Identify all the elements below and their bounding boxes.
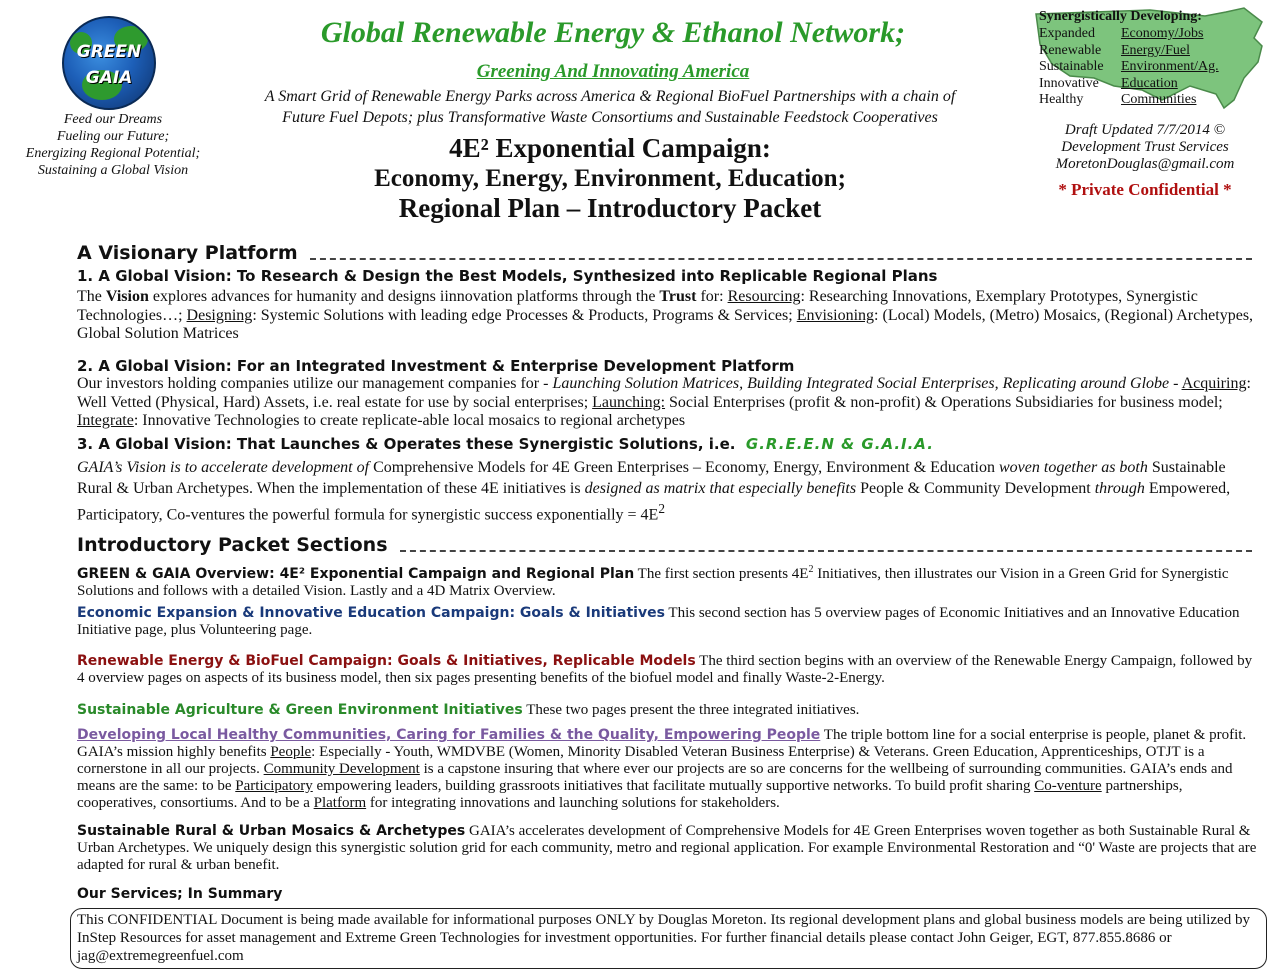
text: Launching:: [592, 393, 666, 411]
packet-section-services: [77, 886, 1262, 903]
synergy-adjective: Innovative: [1039, 75, 1099, 91]
motto-line: Sustaining a Global Vision: [37, 163, 189, 178]
synergy-row: [1039, 43, 1219, 60]
draft-info: [1030, 122, 1260, 173]
text: These two pages present the three integrated initiatives.: [522, 702, 860, 718]
text: : Well Vetted (Physical, Hard) Assets, i.e. real estate for use by social enterprises;: [77, 375, 1251, 411]
text: : Innovative Technologies to create replicate-able local mosaics to regional archetypes: [133, 412, 686, 430]
text: empowering leaders, building grassroots initiatives that facilitate mutually supportive networks. To build profit sharing: [312, 778, 1035, 794]
text: through: [1094, 479, 1145, 497]
synergy-focus: Communities: [1121, 92, 1197, 108]
text: Social Enterprises (profit & non-profit) & Operations Subsidiaries for business model;: [665, 393, 1223, 411]
text: The first section presents 4E: [634, 566, 809, 582]
section-title: Sustainable Rural & Urban Mosaics & Archetypes: [77, 823, 466, 839]
text: Vision: [105, 288, 149, 305]
text: 3. A Global Vision: That Launches & Operates these Synergistic Solutions, i.e.: [77, 435, 736, 453]
superscript: 2: [808, 564, 814, 575]
dashed-rule: [310, 258, 1252, 260]
text: : Systemic Solutions with leading edge Processes & Products, Programs & Services;: [252, 306, 797, 324]
confidential-label: * Private Confidential *: [1058, 180, 1232, 199]
superscript: 2: [658, 501, 665, 516]
packet-section-mosaics: [77, 823, 1262, 874]
motto-line: Feed our Dreams: [63, 112, 163, 127]
text: Acquiring: [1181, 375, 1247, 392]
packet-section-renewable: [77, 653, 1262, 687]
text: This second section has 5 overview pages of Economic Initiatives and an Innovative Education Initiative page, plus Volunteering page.: [77, 605, 1240, 638]
vision-item3-text: [77, 458, 1257, 526]
text: for integrating innovations and launching solutions for stakeholders.: [366, 795, 780, 811]
section-title: Renewable Energy & BioFuel Campaign: Goals & Initiatives, Replicable Models: [77, 653, 696, 669]
text: Resourcing: [727, 288, 801, 305]
text: for:: [696, 288, 728, 305]
vision-item1-text: [77, 288, 1257, 344]
text: : (Local) Models, (Metro) Mosaics, (Regional) Archetypes, Global Solution Matrices: [77, 306, 1254, 343]
text: The: [77, 288, 106, 305]
text: The triple bottom line for a social enterprise is people, planet & profit. GAIA’s mission highly benefits: [77, 727, 1247, 760]
vision-item2-heading: 2. A Global Vision: For an Integrated Investment & Enterprise Development Platform: [77, 357, 795, 375]
section-title: Economic Expansion & Innovative Education Campaign: Goals & Initiatives: [77, 605, 665, 621]
text: designed as matrix that especially benefits: [584, 479, 857, 497]
synergy-adjective: Sustainable: [1039, 59, 1104, 75]
synergy-adjective: Renewable: [1039, 42, 1102, 58]
vision-item3-heading: [77, 435, 934, 453]
section-heading-packet: [77, 534, 1252, 556]
synergy-focus: Environment/Ag.: [1121, 59, 1219, 75]
campaign-title-line2: Economy, Energy, Environment, Education;: [374, 165, 846, 192]
text: : Especially - Youth, WMDVBE (Women, Minority Disabled Veteran Business Enterprise) & Veterans. Green Education, Apprenticeships, OTJT is a cornerstone in all our projects.: [77, 744, 1205, 777]
text: Comprehensive Models for 4E Green Enterprises – Economy, Energy, Environment & Education: [369, 459, 999, 476]
contact-email: MoretonDouglas@gmail.com: [1055, 156, 1235, 172]
packet-section-overview: [77, 561, 1262, 600]
text: GAIA’s Vision is to accelerate development of: [77, 459, 370, 476]
text: Trust: [659, 288, 697, 305]
text: Sustainable Rural & Urban Archetypes. When the implementation of these 4E initiatives is: [77, 459, 1226, 497]
motto-line: Fueling our Future;: [56, 129, 170, 144]
page-subtitle: Greening And Innovating America: [476, 61, 750, 82]
draft-date: Draft Updated 7/7/2014 ©: [1064, 122, 1226, 138]
section-title: Our Services; In Summary: [77, 886, 283, 902]
draft-org: Development Trust Services: [1061, 139, 1229, 155]
text: Co-venture: [1034, 778, 1102, 794]
campaign-title-line1: 4E² Exponential Campaign:: [449, 133, 771, 163]
text: woven together as both: [999, 459, 1148, 476]
synergy-focus: Education: [1121, 75, 1178, 91]
synergy-table: [1039, 26, 1219, 109]
text: People: [270, 744, 312, 760]
text: Integrate: [77, 412, 134, 430]
section-title: GREEN & GAIA Overview: 4E² Exponential Campaign and Regional Plan: [77, 566, 635, 582]
green-gaia-logo: [62, 16, 156, 110]
text: Platform: [313, 795, 367, 811]
text: Participatory: [235, 778, 313, 794]
synergy-row: [1039, 26, 1219, 43]
green-gaia-acronym: G.R.E.E.N & G.A.I.A.: [745, 435, 934, 453]
tagline-line2: Future Fuel Depots; plus Transformative Waste Consortiums and Sustainable Feedstock Cooperatives: [282, 109, 938, 126]
synergy-heading: Synergistically Developing:: [1039, 9, 1202, 24]
text: Our investors holding companies utilize our management companies for -: [77, 375, 553, 392]
vision-item2-text: [77, 375, 1257, 431]
tagline-line1: A Smart Grid of Renewable Energy Parks across America & Regional BioFuel Partnerships with a chain of: [264, 88, 956, 105]
campaign-title-line3: Regional Plan – Introductory Packet: [398, 193, 822, 223]
text: Designing: [186, 306, 253, 324]
section-title: Sustainable Agriculture & Green Environment Initiatives: [77, 702, 523, 718]
text: GAIA’s accelerates development of Comprehensive Models for 4E Green Enterprises woven together as both Sustainable Rural & Urban Archetypes. We uniquely design this synergistic solution grid for each community, metro and regional application. For example Environmental Restoration and “0' Waste are projects that are adapted for rural & urban benefit.: [77, 823, 1257, 873]
motto-line: Energizing Regional Potential;: [25, 146, 201, 161]
dashed-rule: [400, 550, 1252, 552]
synergy-adjective: Expanded: [1039, 26, 1095, 41]
text: is a capstone insuring that where ever our projects are so are concerns for the wellbeing of surrounding communities. GAIA’s ends and means are the same: to be: [77, 761, 1233, 794]
section-title: Developing Local Healthy Communities, Caring for Families & the Quality, Empowering People: [77, 727, 821, 743]
synergy-focus: Economy/Jobs: [1121, 26, 1204, 41]
logo-text-green: GREEN: [76, 42, 142, 62]
text: Launching Solution Matrices, Building Integrated Social Enterprises, Replicating around Globe: [552, 375, 1170, 392]
logo-text-gaia: GAIA: [85, 68, 133, 88]
page-title: Global Renewable Energy & Ethanol Network;: [320, 16, 906, 49]
section-heading-text: Introductory Packet Sections: [77, 534, 388, 556]
synergy-focus: Energy/Fuel: [1121, 42, 1190, 58]
text: partnerships, cooperatives, consortiums. And to be a: [77, 778, 1183, 811]
section-heading-text: A Visionary Platform: [77, 242, 298, 264]
synergy-row: [1039, 76, 1219, 93]
synergy-row: [1039, 59, 1219, 76]
synergy-adjective: Healthy: [1039, 92, 1084, 108]
text: Empowered, Participatory, Co-ventures the powerful formula for synergistic success exponentially = 4E: [77, 479, 1231, 524]
packet-section-agriculture: [77, 702, 1262, 719]
text: Community Development: [263, 761, 420, 777]
confidential-footer: This CONFIDENTIAL Document is being made available for informational purposes ONLY by Douglas Moreton. Its regional development plans and global business models are being utilized by InStep Resources for asset management and Extreme Green Technologies for investment opportunities. For further financial details please contact John Geiger, EGT, 877.855.8686 or jag@extremegreenfuel.com: [70, 908, 1267, 969]
packet-section-communities: [77, 727, 1262, 812]
tagline: [190, 86, 1030, 128]
vision-item1-heading: 1. A Global Vision: To Research & Design the Best Models, Synthesized into Replicable Regional Plans: [77, 267, 938, 285]
section-heading-vision: [77, 242, 1252, 264]
text: Envisioning: [796, 306, 875, 324]
synergy-row: [1039, 92, 1219, 109]
text: Initiatives, then illustrates our Vision in a Green Grid for Synergistic Solutions and follows with a detailed Vision. Lastly and a 4D Matrix Overview.: [77, 566, 1229, 599]
packet-section-economic: [77, 605, 1262, 639]
text: -: [1169, 375, 1182, 392]
text: explores advances for humanity and designs iinnovation platforms through the: [148, 288, 660, 305]
text: People & Community Development: [856, 479, 1095, 497]
text: The third section begins with an overview of the Renewable Energy Campaign, followed by 4 overview pages on aspects of its business model, then six pages presenting benefits of the biofuel model and finally Waste-2-Energy.: [77, 653, 1253, 686]
text: : Researching Innovations, Exemplary Prototypes, Synergistic Technologies…;: [77, 288, 1198, 324]
